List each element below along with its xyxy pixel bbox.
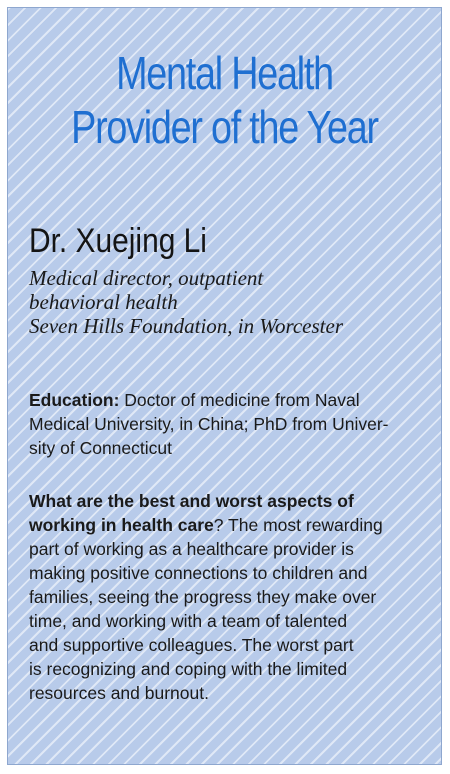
award-title <box>47 46 402 154</box>
question-text-2: working in health care <box>29 515 214 535</box>
question-line-2 <box>29 513 434 537</box>
answer-line-2: making positive connections to children and <box>29 563 368 583</box>
role-line-2: behavioral health <box>29 290 178 314</box>
education-paragraph <box>29 388 429 460</box>
education-text-1: Doctor of medicine from Naval <box>119 390 360 410</box>
answer-line-1: part of working as a healthcare provider is <box>29 539 354 559</box>
profile-card <box>7 7 442 765</box>
answer-line-5: and supportive colleagues. The worst part <box>29 635 354 655</box>
education-label: Education: <box>29 390 120 410</box>
qa-paragraph <box>29 489 434 705</box>
award-title-line-1: Mental Health <box>116 47 333 99</box>
question-line-1 <box>29 489 434 513</box>
question-text-1: What are the best and worst aspects of <box>29 491 354 511</box>
answer-line-3: families, seeing the progress they make over <box>29 587 377 607</box>
role-line-1: Medical director, outpatient <box>29 266 264 290</box>
role-line-3: Seven Hills Foundation, in Worcester <box>29 314 343 338</box>
education-line-2: Medical University, in China; PhD from Univer- <box>29 414 389 434</box>
answer-text-start: ? The most rewarding <box>213 515 383 535</box>
answer-line-7: resources and burnout. <box>29 683 209 703</box>
education-line-3: sity of Connecticut <box>29 438 172 458</box>
honoree-role <box>29 266 343 338</box>
education-line-1 <box>29 388 429 412</box>
award-title-line-2: Provider of the Year <box>71 101 378 153</box>
answer-line-6: is recognizing and coping with the limited <box>29 659 348 679</box>
honoree-name: Dr. Xuejing Li <box>29 222 207 260</box>
answer-line-4: time, and working with a team of talented <box>29 611 348 631</box>
